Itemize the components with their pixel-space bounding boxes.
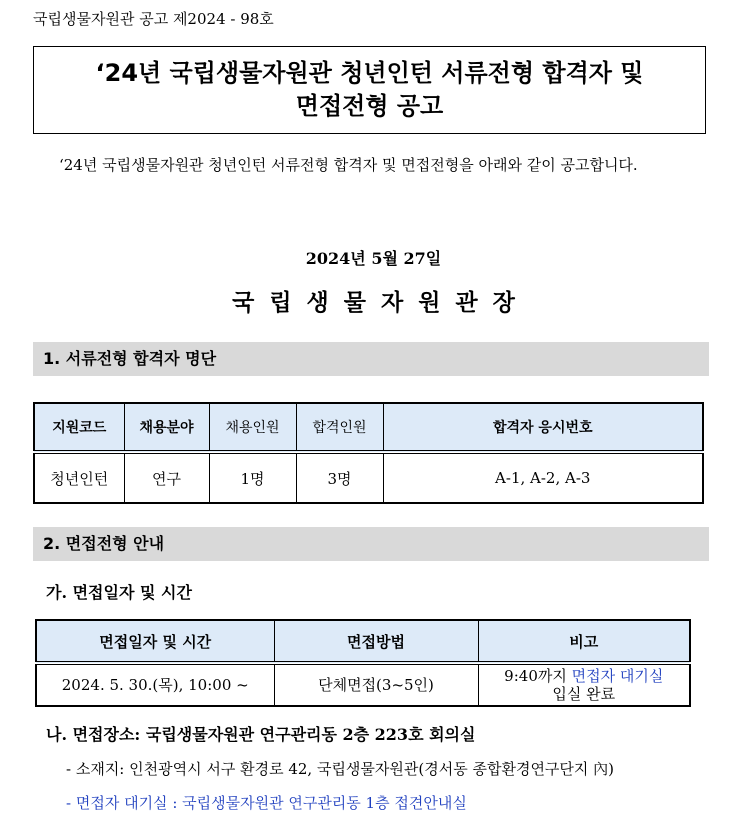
header-field: 채용분야 (124, 403, 209, 452)
header-note: 비고 (478, 620, 690, 663)
cell-code: 청년인턴 (34, 452, 124, 503)
header-hiring-count: 채용인원 (209, 403, 296, 452)
cell-hiring-count: 1명 (209, 452, 296, 503)
document-pass-table (33, 402, 704, 504)
intro-paragraph: ‘24년 국립생물자원관 청년인턴 서류전형 합격자 및 면접전형을 아래와 같이 공고합니다. (59, 156, 638, 174)
note-suffix: 입실 완료 (552, 685, 616, 703)
table-header-row (36, 620, 690, 663)
section2-heading: 2. 면접전형 안내 (33, 527, 709, 561)
cell-pass-count: 3명 (296, 452, 383, 503)
document-title-box (33, 46, 706, 134)
table-header-row (34, 403, 703, 452)
header-pass-ids: 합격자 응시번호 (383, 403, 703, 452)
organization-head: 국립생물자원관장 (232, 289, 530, 316)
cell-field: 연구 (124, 452, 209, 503)
waiting-room: - 면접자 대기실 : 국립생물자원관 연구관리동 1층 접견안내실 (66, 794, 467, 812)
header-code: 지원코드 (34, 403, 124, 452)
header-datetime: 면접일자 및 시간 (36, 620, 274, 663)
venue-address: - 소재지: 인천광역시 서구 환경로 42, 국립생물자원관(경서동 종합환경연구단지 內) (66, 760, 615, 778)
interview-venue: 나. 면접장소: 국립생물자원관 연구관리동 2층 223호 회의실 (46, 725, 476, 744)
title-line-1: ‘24년 국립생물자원관 청년인턴 서류전형 합격자 및 (95, 59, 644, 87)
header-method: 면접방법 (274, 620, 478, 663)
subsection-a-heading: 가. 면접일자 및 시간 (46, 583, 192, 602)
cell-pass-ids: A-1, A-2, A-3 (383, 452, 703, 503)
announcement-date: 2024년 5월 27일 (305, 249, 442, 268)
cell-datetime: 2024. 5. 30.(목), 10:00 ~ (36, 663, 274, 706)
table-row (34, 452, 703, 503)
note-highlight: 면접자 대기실 (571, 667, 664, 685)
section1-heading: 1. 서류전형 합격자 명단 (33, 342, 709, 376)
table-row (36, 663, 690, 706)
cell-method: 단체면접(3~5인) (274, 663, 478, 706)
cell-note (478, 663, 690, 706)
interview-table (35, 619, 691, 707)
header-pass-count: 합격인원 (296, 403, 383, 452)
note-prefix: 9:40까지 (504, 667, 572, 685)
title-line-2: 면접전형 공고 (295, 92, 444, 120)
notice-number: 국립생물자원관 공고 제2024 - 98호 (33, 10, 274, 28)
